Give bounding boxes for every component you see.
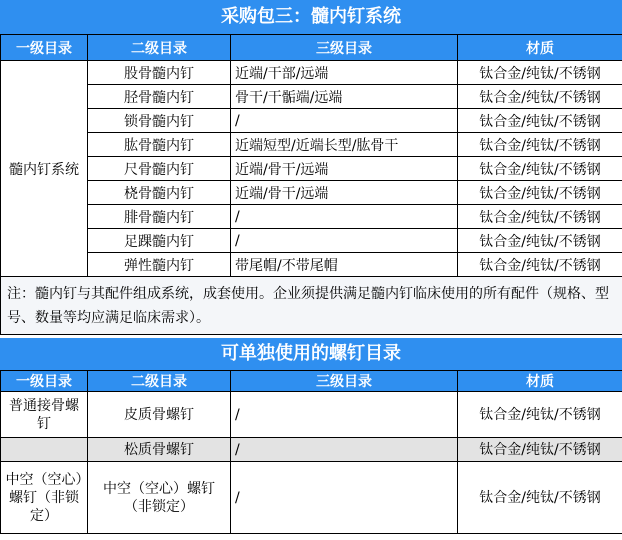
- header-level3: 三级目录: [231, 35, 458, 61]
- header-level1: 一级目录: [1, 35, 88, 61]
- level3-cell: 近端/骨干/远端: [231, 181, 458, 205]
- material-cell: 钛合金/纯钛/不锈钢: [458, 85, 622, 109]
- level3-cell: /: [231, 229, 458, 253]
- level2-cell: 足踝髓内钉: [88, 229, 231, 253]
- level2-cell: 腓骨髓内钉: [88, 205, 231, 229]
- section1-title: 采购包三：髓内钉系统: [0, 0, 622, 34]
- level2-cell: 桡骨髓内钉: [88, 181, 231, 205]
- header-level2: 二级目录: [88, 371, 231, 392]
- table-row: [1, 438, 622, 462]
- header-level2: 二级目录: [88, 35, 231, 61]
- screw-table: [0, 370, 622, 534]
- level3-cell: /: [231, 205, 458, 229]
- level3-cell: /: [231, 462, 458, 534]
- level3-cell: /: [231, 438, 458, 462]
- table-row: [1, 205, 622, 229]
- table-row: [1, 157, 622, 181]
- level3-cell: 近端/干部/远端: [231, 61, 458, 85]
- level2-cell: 胫骨髓内钉: [88, 85, 231, 109]
- table-row: [1, 109, 622, 133]
- header-level3: 三级目录: [231, 371, 458, 392]
- table-row: [1, 253, 622, 277]
- level2-cell: 肱骨髓内钉: [88, 133, 231, 157]
- material-cell: 钛合金/纯钛/不锈钢: [458, 253, 622, 277]
- table-row: [1, 181, 622, 205]
- material-cell: 钛合金/纯钛/不锈钢: [458, 438, 622, 462]
- level2-cell: 弹性髓内钉: [88, 253, 231, 277]
- level1-cell: 中空（空心）螺钉（非锁定）: [1, 462, 88, 534]
- material-cell: 钛合金/纯钛/不锈钢: [458, 157, 622, 181]
- level2-cell: 皮质骨螺钉: [88, 392, 231, 438]
- material-cell: 钛合金/纯钛/不锈钢: [458, 392, 622, 438]
- header-level1: 一级目录: [1, 371, 88, 392]
- level2-cell: 松质骨螺钉: [88, 438, 231, 462]
- level1-cell: [1, 438, 88, 462]
- table-row: [1, 85, 622, 109]
- level3-cell: 骨干/干骺端/远端: [231, 85, 458, 109]
- table-row: [1, 462, 622, 534]
- header-material: 材质: [458, 35, 622, 61]
- level3-cell: 近端短型/近端长型/肱骨干: [231, 133, 458, 157]
- table-row: [1, 229, 622, 253]
- material-cell: 钛合金/纯钛/不锈钢: [458, 181, 622, 205]
- material-cell: 钛合金/纯钛/不锈钢: [458, 229, 622, 253]
- section2-title: 可单独使用的螺钉目录: [0, 338, 622, 370]
- level1-cell: 普通接骨螺钉: [1, 392, 88, 438]
- table-row: [1, 392, 622, 438]
- material-cell: 钛合金/纯钛/不锈钢: [458, 462, 622, 534]
- header-material: 材质: [458, 371, 622, 392]
- material-cell: 钛合金/纯钛/不锈钢: [458, 109, 622, 133]
- level3-cell: 近端/骨干/远端: [231, 157, 458, 181]
- level2-cell: 尺骨髓内钉: [88, 157, 231, 181]
- group-cell: 髓内钉系统: [1, 61, 88, 277]
- level3-cell: 带尾帽/不带尾帽: [231, 253, 458, 277]
- note-text: 注：髓内钉与其配件组成系统，成套使用。企业须提供满足髓内钉临床使用的所有配件（规格、型号、数量等均应满足临床需求）。: [1, 277, 622, 335]
- level2-cell: 锁骨髓内钉: [88, 109, 231, 133]
- table-row: [1, 133, 622, 157]
- level2-cell: 中空（空心）螺钉（非锁定）: [88, 462, 231, 534]
- nail-system-table: [0, 34, 622, 335]
- material-cell: 钛合金/纯钛/不锈钢: [458, 61, 622, 85]
- level2-cell: 股骨髓内钉: [88, 61, 231, 85]
- table-row: [1, 61, 622, 85]
- material-cell: 钛合金/纯钛/不锈钢: [458, 133, 622, 157]
- level3-cell: /: [231, 109, 458, 133]
- material-cell: 钛合金/纯钛/不锈钢: [458, 205, 622, 229]
- level3-cell: /: [231, 392, 458, 438]
